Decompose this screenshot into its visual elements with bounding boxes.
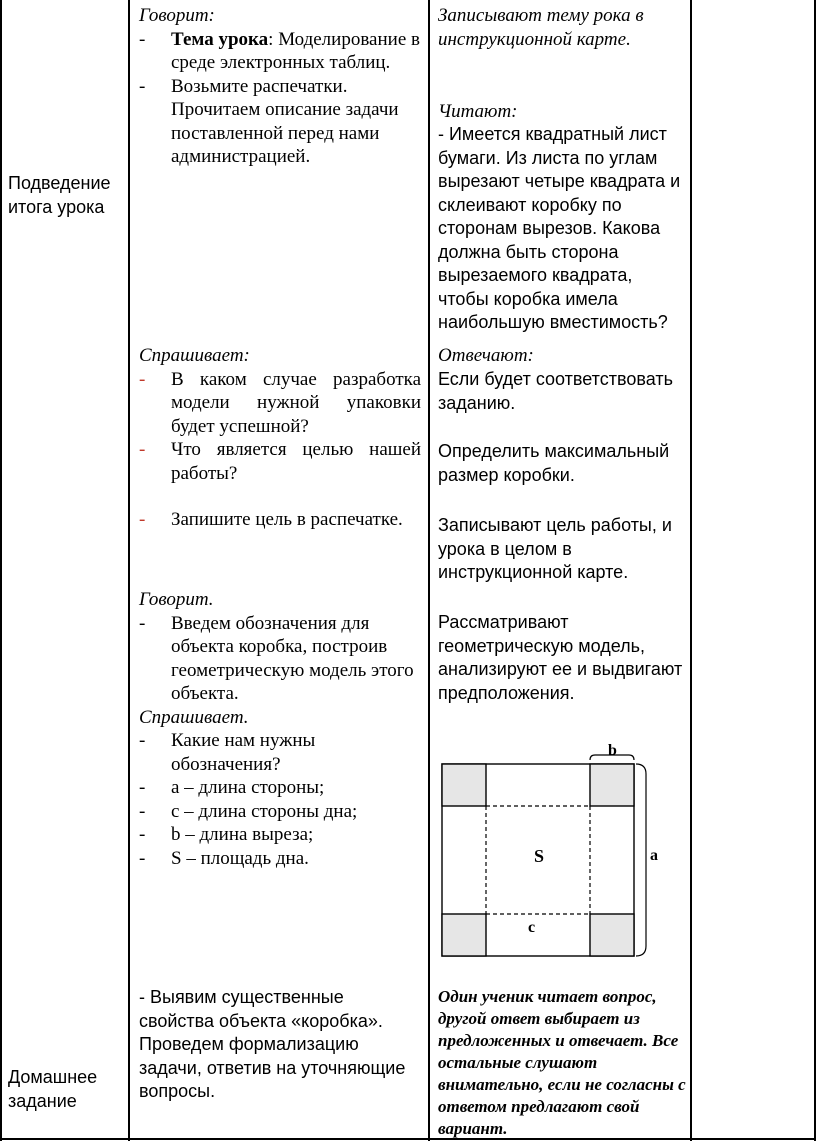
teacher-asks-block: [139, 344, 421, 532]
list-item-topic: - Тема урока: Моделирование в среде электронных таблиц.: [139, 28, 420, 73]
label-c: c: [528, 919, 536, 936]
list-item-s: - S – площадь дна.: [139, 847, 309, 869]
list-item-q: - Какие нам нужны обозначения?: [139, 730, 316, 775]
answer-label: Отвечают:: [438, 345, 534, 366]
list-item-question-2: - Что является целью нашей работы?: [139, 439, 421, 484]
column-divider-3: [690, 0, 692, 1141]
list-item-text: Какие нам нужны обозначения?: [171, 730, 316, 775]
speaker-says-1: Говорит:: [139, 5, 215, 26]
column-divider-2: [428, 0, 430, 1141]
column-divider-1: [128, 0, 130, 1141]
question-text: Запишите цель в распечатке.: [171, 509, 403, 530]
list-item-a: - а – длина стороны;: [139, 777, 325, 798]
list-item-b: - b – длина выреза;: [139, 824, 314, 845]
read-label: Читают:: [438, 101, 518, 122]
corner-square-top-left: [442, 764, 486, 806]
list-item-c: - с – длина стороны дна;: [139, 800, 358, 822]
corner-square-bottom-right: [590, 914, 634, 956]
table-border-bottom: [0, 1138, 816, 1140]
list-item-handouts: - Возьмите распечатки. Прочитаем описание задачи поставленной перед нами администрацией.: [139, 75, 399, 167]
list-item-notation: - Введем обозначения для объекта коробка, построив геометрическую модель этого объекта.: [139, 612, 414, 704]
task-description: - Имеется квадратный лист бумаги. Из листа по углам вырезают четыре квадрата и склеивают коробку по сторонам вырезов. Какова должна быть сторона вырезаемого квадрата, чтобы коробка имела наибольшую вместимость?: [438, 124, 681, 332]
speaker-asks-2: Спрашивает.: [139, 706, 249, 728]
consider-text: Рассматривают геометрическую модель, анализируют ее и выдвигают предположения.: [438, 612, 683, 703]
label-s: S: [534, 846, 545, 866]
answer-1-text: Если будет соответствовать заданию.: [438, 369, 673, 413]
record-goal-text: Записывают цель работы, и урока в целом в инструкционной карте.: [438, 515, 672, 582]
notation-text: Введем обозначения для объекта коробка, построив геометрическую модель этого объекта.: [171, 612, 414, 704]
list-item-question-3: - Запишите цель в распечатке.: [139, 509, 403, 530]
record-topic-text: Записывают тему рока в инструкционной карте.: [438, 5, 644, 50]
question-text: В каком случае разработка модели нужной упаковки будет успешной?: [171, 368, 421, 437]
topic-label: Тема урока: [171, 28, 269, 50]
question-text: Что является целью нашей работы?: [171, 439, 421, 484]
speaker-asks-1: Спрашивает:: [139, 345, 250, 366]
table-border-right: [814, 0, 816, 1141]
table-border-left: [0, 0, 2, 1141]
list-item-text: с – длина стороны дна;: [171, 800, 358, 822]
handouts-text: Возьмите распечатки. Прочитаем описание задачи поставленной перед нами администрацией.: [171, 75, 399, 167]
corner-square-top-right: [590, 764, 634, 806]
answer-2-text: Определить максимальный размер коробки.: [438, 441, 670, 485]
formalization-text: - Выявим существенные свойства объекта «коробка». Проведем формализацию задачи, ответив на уточняющие вопросы.: [139, 987, 406, 1101]
list-item-question-1: - В каком случае разработка модели нужной упаковки будет успешной?: [139, 368, 421, 437]
teacher-column: [139, 4, 421, 169]
label-b: b: [608, 742, 617, 759]
list-item-text: S – площадь дна.: [171, 847, 309, 869]
corner-square-bottom-left: [442, 914, 486, 956]
summary-label: Подведение итога урока: [8, 173, 111, 217]
dimension-a-bracket: [636, 764, 646, 956]
speaker-says-2: Говорит.: [139, 589, 214, 610]
list-item-text: а – длина стороны;: [171, 777, 325, 798]
box-net-diagram: [430, 738, 688, 968]
topic-text: : Моделирование в среде электронных таблиц.: [171, 28, 420, 73]
label-a: a: [650, 847, 658, 864]
teacher-says-block-2: [139, 588, 421, 870]
method-note: Один ученик читает вопрос, другой ответ выбирает из предложенных и отвечает. Все остальные слушают внимательно, если не согласны с ответом предлагают свой вариант.: [438, 987, 686, 1138]
homework-label: Домашнее задание: [8, 1067, 98, 1111]
list-item-text: b – длина выреза;: [171, 824, 314, 845]
